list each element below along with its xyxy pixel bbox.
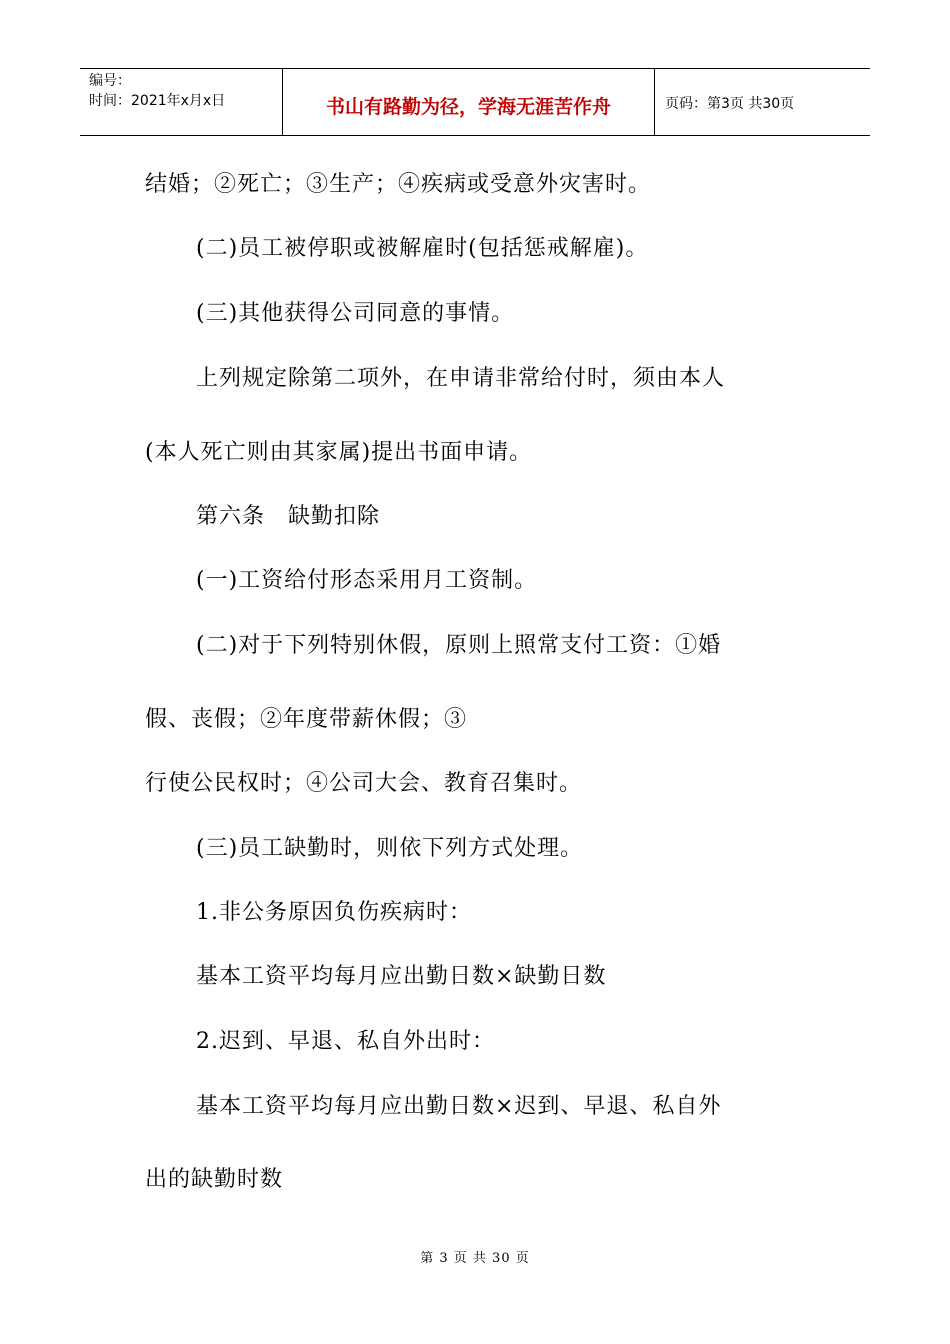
body-line: 结婚；②死亡；③生产；④疾病或受意外灾害时。	[145, 172, 652, 197]
document-header	[80, 68, 870, 136]
header-right-cell	[655, 69, 870, 135]
document-time-label: 时间：2021年x月x日	[89, 93, 226, 109]
body-line: 2.迟到、早退、私自外出时：	[196, 1029, 495, 1054]
body-line: 假、丧假；②年度带薪休假；③	[145, 707, 468, 732]
body-line: 上列规定除第二项外，在申请非常给付时，须由本人	[196, 366, 726, 391]
body-line: (二)对于下列特别休假，原则上照常支付工资：①婚	[196, 633, 722, 658]
formula-line: 基本工资平均每月应出勤日数×缺勤日数	[196, 964, 607, 989]
header-middle-cell	[282, 69, 655, 135]
body-line: (二)员工被停职或被解雇时(包括惩戒解雇)。	[196, 236, 649, 261]
body-line: (三)其他获得公司同意的事情。	[196, 301, 515, 326]
body-line: (本人死亡则由其家属)提出书面申请。	[145, 440, 533, 465]
document-number-label: 编号：	[89, 73, 131, 89]
formula-line: 基本工资平均每月应出勤日数×迟到、早退、私自外	[196, 1094, 722, 1119]
header-motto: 书山有路勤为径，学海无涯苦作舟	[325, 96, 611, 118]
header-page-info: 页码：第3页 共30页	[665, 96, 795, 112]
body-line: 1.非公务原因负伤疾病时：	[196, 900, 472, 925]
article-heading: 第六条 缺勤扣除	[196, 504, 381, 529]
header-left-cell	[80, 69, 282, 135]
formula-line: 出的缺勤时数	[145, 1167, 284, 1192]
page-footer: 第 3 页 共 30 页	[420, 1251, 530, 1266]
body-line: 行使公民权时；④公司大会、教育召集时。	[145, 771, 583, 796]
body-line: (一)工资给付形态采用月工资制。	[196, 568, 538, 593]
body-line: (三)员工缺勤时，则依下列方式处理。	[196, 836, 584, 861]
